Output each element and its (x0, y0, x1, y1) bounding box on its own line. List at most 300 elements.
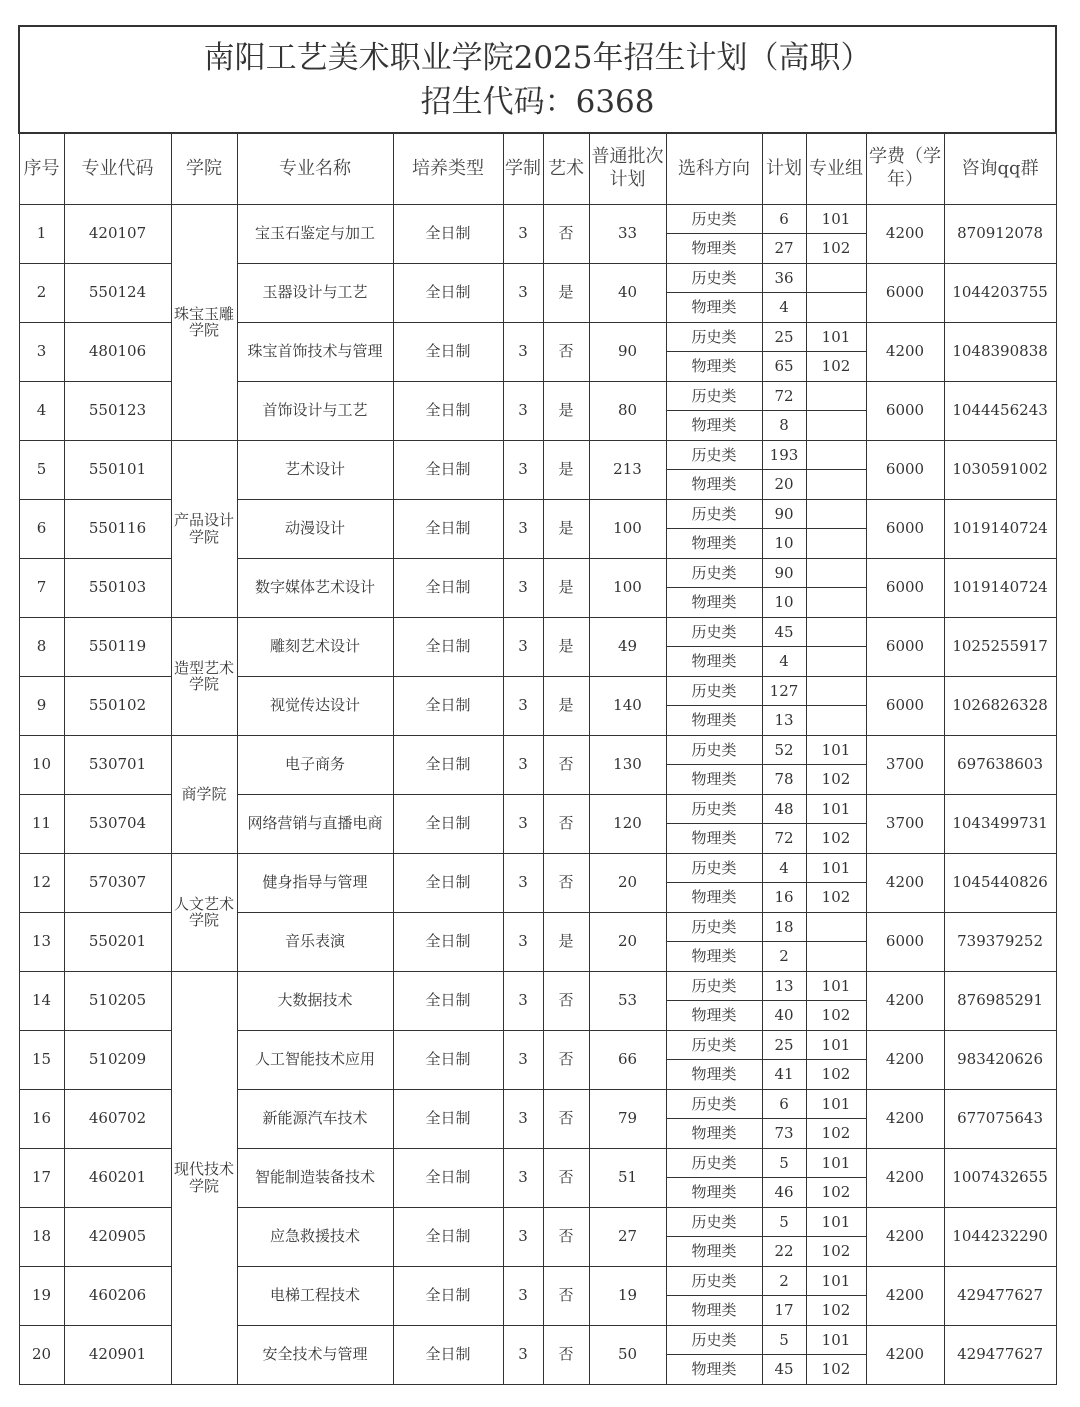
group-history (806, 558, 866, 588)
tuition-fee: 6000 (866, 381, 944, 440)
major-name: 音乐表演 (237, 912, 393, 971)
training-type: 全日制 (393, 263, 503, 322)
subject-physics: 物理类 (666, 1060, 762, 1090)
training-type: 全日制 (393, 322, 503, 381)
group-physics: 102 (806, 824, 866, 854)
art-flag: 否 (543, 204, 589, 263)
study-years: 3 (503, 322, 543, 381)
qq-group: 983420626 (944, 1030, 1056, 1089)
major-name: 雕刻艺术设计 (237, 617, 393, 676)
batch-plan: 20 (589, 912, 666, 971)
tuition-fee: 4200 (866, 1089, 944, 1148)
major-code: 550102 (64, 676, 171, 735)
subject-physics: 物理类 (666, 1237, 762, 1267)
study-years: 3 (503, 440, 543, 499)
major-name: 健身指导与管理 (237, 853, 393, 912)
batch-plan: 79 (589, 1089, 666, 1148)
college-name: 珠宝玉雕学院 (171, 204, 237, 440)
group-history (806, 912, 866, 942)
header-row (19, 133, 1056, 204)
tuition-fee: 4200 (866, 322, 944, 381)
qq-group: 1045440826 (944, 853, 1056, 912)
header-group: 专业组 (806, 133, 866, 204)
qq-group: 697638603 (944, 735, 1056, 794)
study-years: 3 (503, 263, 543, 322)
major-code: 460702 (64, 1089, 171, 1148)
batch-plan: 19 (589, 1266, 666, 1325)
row-seq: 12 (19, 853, 64, 912)
subject-history: 历史类 (666, 1207, 762, 1237)
group-physics (806, 411, 866, 441)
plan-history: 36 (762, 263, 806, 293)
college-name: 造型艺术学院 (171, 617, 237, 735)
batch-plan: 120 (589, 794, 666, 853)
group-physics (806, 706, 866, 736)
row-seq: 1 (19, 204, 64, 263)
qq-group: 1048390838 (944, 322, 1056, 381)
training-type: 全日制 (393, 912, 503, 971)
training-type: 全日制 (393, 1089, 503, 1148)
header-college: 学院 (171, 133, 237, 204)
row-seq: 11 (19, 794, 64, 853)
plan-history: 90 (762, 558, 806, 588)
plan-physics: 17 (762, 1296, 806, 1326)
document-title (19, 26, 1056, 133)
row-seq: 14 (19, 971, 64, 1030)
table-row (19, 440, 1056, 470)
major-code: 530704 (64, 794, 171, 853)
training-type: 全日制 (393, 440, 503, 499)
plan-history: 25 (762, 322, 806, 352)
group-physics: 102 (806, 1060, 866, 1090)
training-type: 全日制 (393, 499, 503, 558)
plan-physics: 10 (762, 529, 806, 559)
art-flag: 是 (543, 676, 589, 735)
group-history: 101 (806, 735, 866, 765)
batch-plan: 100 (589, 499, 666, 558)
tuition-fee: 4200 (866, 1030, 944, 1089)
qq-group: 1044232290 (944, 1207, 1056, 1266)
study-years: 3 (503, 1207, 543, 1266)
major-code: 530701 (64, 735, 171, 794)
plan-history: 193 (762, 440, 806, 470)
art-flag: 否 (543, 1089, 589, 1148)
major-name: 网络营销与直播电商 (237, 794, 393, 853)
major-name: 人工智能技术应用 (237, 1030, 393, 1089)
major-name: 大数据技术 (237, 971, 393, 1030)
major-code: 550201 (64, 912, 171, 971)
major-name: 安全技术与管理 (237, 1325, 393, 1384)
subject-history: 历史类 (666, 204, 762, 234)
row-seq: 2 (19, 263, 64, 322)
training-type: 全日制 (393, 1148, 503, 1207)
qq-group: 1026826328 (944, 676, 1056, 735)
study-years: 3 (503, 853, 543, 912)
row-seq: 9 (19, 676, 64, 735)
group-physics: 102 (806, 1355, 866, 1385)
training-type: 全日制 (393, 1266, 503, 1325)
tuition-fee: 6000 (866, 263, 944, 322)
group-history: 101 (806, 1148, 866, 1178)
plan-history: 13 (762, 971, 806, 1001)
row-seq: 6 (19, 499, 64, 558)
training-type: 全日制 (393, 676, 503, 735)
plan-physics: 4 (762, 647, 806, 677)
row-seq: 8 (19, 617, 64, 676)
header-major: 专业名称 (237, 133, 393, 204)
batch-plan: 27 (589, 1207, 666, 1266)
tuition-fee: 4200 (866, 853, 944, 912)
major-name: 视觉传达设计 (237, 676, 393, 735)
plan-history: 5 (762, 1325, 806, 1355)
batch-plan: 100 (589, 558, 666, 617)
row-seq: 16 (19, 1089, 64, 1148)
subject-physics: 物理类 (666, 647, 762, 677)
group-history: 101 (806, 971, 866, 1001)
group-physics: 102 (806, 234, 866, 264)
study-years: 3 (503, 381, 543, 440)
group-physics (806, 529, 866, 559)
subject-physics: 物理类 (666, 588, 762, 618)
group-physics: 102 (806, 352, 866, 382)
header-plan: 普通批次计划 (589, 133, 666, 204)
study-years: 3 (503, 735, 543, 794)
major-code: 420905 (64, 1207, 171, 1266)
group-history (806, 676, 866, 706)
group-physics: 102 (806, 1178, 866, 1208)
plan-physics: 13 (762, 706, 806, 736)
row-seq: 3 (19, 322, 64, 381)
subject-physics: 物理类 (666, 352, 762, 382)
header-fee: 学费（学年） (866, 133, 944, 204)
group-history: 101 (806, 1325, 866, 1355)
batch-plan: 66 (589, 1030, 666, 1089)
subject-physics: 物理类 (666, 293, 762, 323)
training-type: 全日制 (393, 558, 503, 617)
subject-history: 历史类 (666, 558, 762, 588)
subject-physics: 物理类 (666, 942, 762, 972)
subject-history: 历史类 (666, 971, 762, 1001)
batch-plan: 50 (589, 1325, 666, 1384)
group-history (806, 263, 866, 293)
batch-plan: 213 (589, 440, 666, 499)
batch-plan: 80 (589, 381, 666, 440)
row-seq: 18 (19, 1207, 64, 1266)
tuition-fee: 4200 (866, 1207, 944, 1266)
training-type: 全日制 (393, 1325, 503, 1384)
art-flag: 是 (543, 263, 589, 322)
study-years: 3 (503, 794, 543, 853)
plan-history: 5 (762, 1207, 806, 1237)
plan-physics: 40 (762, 1001, 806, 1031)
major-code: 480106 (64, 322, 171, 381)
major-code: 550103 (64, 558, 171, 617)
plan-history: 48 (762, 794, 806, 824)
table-row (19, 204, 1056, 234)
batch-plan: 49 (589, 617, 666, 676)
plan-history: 5 (762, 1148, 806, 1178)
major-name: 电梯工程技术 (237, 1266, 393, 1325)
tuition-fee: 6000 (866, 912, 944, 971)
subject-physics: 物理类 (666, 411, 762, 441)
plan-physics: 65 (762, 352, 806, 382)
major-name: 动漫设计 (237, 499, 393, 558)
major-name: 智能制造装备技术 (237, 1148, 393, 1207)
art-flag: 否 (543, 322, 589, 381)
study-years: 3 (503, 1325, 543, 1384)
art-flag: 否 (543, 971, 589, 1030)
art-flag: 是 (543, 499, 589, 558)
tuition-fee: 4200 (866, 1325, 944, 1384)
subject-history: 历史类 (666, 794, 762, 824)
subject-history: 历史类 (666, 499, 762, 529)
plan-history: 4 (762, 853, 806, 883)
study-years: 3 (503, 971, 543, 1030)
plan-physics: 10 (762, 588, 806, 618)
table-row (19, 735, 1056, 765)
group-history: 101 (806, 1089, 866, 1119)
major-code: 510209 (64, 1030, 171, 1089)
subject-history: 历史类 (666, 676, 762, 706)
plan-physics: 2 (762, 942, 806, 972)
tuition-fee: 3700 (866, 735, 944, 794)
subject-history: 历史类 (666, 440, 762, 470)
batch-plan: 130 (589, 735, 666, 794)
qq-group: 1044203755 (944, 263, 1056, 322)
plan-physics: 16 (762, 883, 806, 913)
study-years: 3 (503, 617, 543, 676)
training-type: 全日制 (393, 617, 503, 676)
group-history (806, 381, 866, 411)
subject-history: 历史类 (666, 381, 762, 411)
group-history (806, 617, 866, 647)
plan-physics: 27 (762, 234, 806, 264)
qq-group: 739379252 (944, 912, 1056, 971)
header-seq: 序号 (19, 133, 64, 204)
plan-physics: 8 (762, 411, 806, 441)
group-physics (806, 588, 866, 618)
major-code: 510205 (64, 971, 171, 1030)
batch-plan: 20 (589, 853, 666, 912)
major-name: 数字媒体艺术设计 (237, 558, 393, 617)
major-code: 550124 (64, 263, 171, 322)
subject-physics: 物理类 (666, 1001, 762, 1031)
row-seq: 5 (19, 440, 64, 499)
plan-physics: 4 (762, 293, 806, 323)
major-name: 应急救援技术 (237, 1207, 393, 1266)
row-seq: 10 (19, 735, 64, 794)
subject-history: 历史类 (666, 322, 762, 352)
major-name: 玉器设计与工艺 (237, 263, 393, 322)
row-seq: 20 (19, 1325, 64, 1384)
subject-physics: 物理类 (666, 470, 762, 500)
qq-group: 1030591002 (944, 440, 1056, 499)
subject-history: 历史类 (666, 617, 762, 647)
training-type: 全日制 (393, 1207, 503, 1266)
qq-group: 677075643 (944, 1089, 1056, 1148)
plan-physics: 45 (762, 1355, 806, 1385)
tuition-fee: 4200 (866, 971, 944, 1030)
group-physics: 102 (806, 765, 866, 795)
tuition-fee: 4200 (866, 204, 944, 263)
qq-group: 1043499731 (944, 794, 1056, 853)
batch-plan: 33 (589, 204, 666, 263)
major-code: 420901 (64, 1325, 171, 1384)
subject-history: 历史类 (666, 1030, 762, 1060)
tuition-fee: 6000 (866, 617, 944, 676)
training-type: 全日制 (393, 1030, 503, 1089)
art-flag: 是 (543, 912, 589, 971)
major-name: 新能源汽车技术 (237, 1089, 393, 1148)
table-row (19, 971, 1056, 1001)
art-flag: 是 (543, 381, 589, 440)
group-history: 101 (806, 204, 866, 234)
training-type: 全日制 (393, 971, 503, 1030)
study-years: 3 (503, 1030, 543, 1089)
art-flag: 否 (543, 1325, 589, 1384)
group-physics: 102 (806, 883, 866, 913)
subject-physics: 物理类 (666, 1178, 762, 1208)
plan-physics: 41 (762, 1060, 806, 1090)
group-physics (806, 942, 866, 972)
subject-physics: 物理类 (666, 1355, 762, 1385)
art-flag: 否 (543, 1266, 589, 1325)
study-years: 3 (503, 1148, 543, 1207)
plan-history: 25 (762, 1030, 806, 1060)
plan-physics: 20 (762, 470, 806, 500)
group-history: 101 (806, 794, 866, 824)
plan-physics: 73 (762, 1119, 806, 1149)
qq-group: 429477627 (944, 1266, 1056, 1325)
qq-group: 1007432655 (944, 1148, 1056, 1207)
plan-history: 18 (762, 912, 806, 942)
subject-history: 历史类 (666, 263, 762, 293)
subject-physics: 物理类 (666, 883, 762, 913)
tuition-fee: 4200 (866, 1266, 944, 1325)
header-years: 学制 (503, 133, 543, 204)
group-physics: 102 (806, 1296, 866, 1326)
college-name: 现代技术学院 (171, 971, 237, 1384)
qq-group: 1019140724 (944, 558, 1056, 617)
plan-history: 90 (762, 499, 806, 529)
group-history (806, 440, 866, 470)
subject-history: 历史类 (666, 1089, 762, 1119)
subject-history: 历史类 (666, 735, 762, 765)
qq-group: 1044456243 (944, 381, 1056, 440)
table-row (19, 853, 1056, 883)
training-type: 全日制 (393, 853, 503, 912)
plan-history: 127 (762, 676, 806, 706)
group-history: 101 (806, 322, 866, 352)
subject-physics: 物理类 (666, 1119, 762, 1149)
plan-history: 6 (762, 204, 806, 234)
subject-physics: 物理类 (666, 765, 762, 795)
subject-history: 历史类 (666, 1325, 762, 1355)
group-physics (806, 293, 866, 323)
plan-history: 2 (762, 1266, 806, 1296)
enrollment-table (18, 25, 1057, 1385)
college-name: 商学院 (171, 735, 237, 853)
art-flag: 否 (543, 1148, 589, 1207)
title-line-1: 南阳工艺美术职业学院2025年招生计划（高职） (203, 39, 872, 76)
header-training: 培养类型 (393, 133, 503, 204)
header-qq: 咨询qq群 (944, 133, 1056, 204)
training-type: 全日制 (393, 381, 503, 440)
subject-physics: 物理类 (666, 529, 762, 559)
subject-history: 历史类 (666, 1148, 762, 1178)
art-flag: 是 (543, 440, 589, 499)
tuition-fee: 3700 (866, 794, 944, 853)
batch-plan: 90 (589, 322, 666, 381)
art-flag: 是 (543, 558, 589, 617)
major-name: 电子商务 (237, 735, 393, 794)
major-code: 550123 (64, 381, 171, 440)
plan-physics: 72 (762, 824, 806, 854)
tuition-fee: 4200 (866, 1148, 944, 1207)
art-flag: 否 (543, 853, 589, 912)
subject-physics: 物理类 (666, 824, 762, 854)
row-seq: 13 (19, 912, 64, 971)
header-art: 艺术 (543, 133, 589, 204)
group-history: 101 (806, 1207, 866, 1237)
qq-group: 870912078 (944, 204, 1056, 263)
row-seq: 17 (19, 1148, 64, 1207)
major-name: 宝玉石鉴定与加工 (237, 204, 393, 263)
plan-history: 52 (762, 735, 806, 765)
art-flag: 是 (543, 617, 589, 676)
group-physics (806, 470, 866, 500)
row-seq: 19 (19, 1266, 64, 1325)
plan-physics: 46 (762, 1178, 806, 1208)
title-line-2: 招生代码：6368 (420, 83, 655, 120)
study-years: 3 (503, 912, 543, 971)
group-physics: 102 (806, 1237, 866, 1267)
subject-history: 历史类 (666, 853, 762, 883)
qq-group: 429477627 (944, 1325, 1056, 1384)
major-code: 570307 (64, 853, 171, 912)
group-physics (806, 647, 866, 677)
group-history (806, 499, 866, 529)
tuition-fee: 6000 (866, 499, 944, 558)
plan-history: 6 (762, 1089, 806, 1119)
subject-physics: 物理类 (666, 234, 762, 264)
major-code: 550116 (64, 499, 171, 558)
batch-plan: 53 (589, 971, 666, 1030)
major-name: 珠宝首饰技术与管理 (237, 322, 393, 381)
tuition-fee: 6000 (866, 440, 944, 499)
study-years: 3 (503, 558, 543, 617)
qq-group: 1019140724 (944, 499, 1056, 558)
art-flag: 否 (543, 1030, 589, 1089)
qq-group: 876985291 (944, 971, 1056, 1030)
plan-history: 72 (762, 381, 806, 411)
major-code: 460201 (64, 1148, 171, 1207)
group-history: 101 (806, 1030, 866, 1060)
study-years: 3 (503, 1089, 543, 1148)
study-years: 3 (503, 676, 543, 735)
subject-physics: 物理类 (666, 1296, 762, 1326)
header-code: 专业代码 (64, 133, 171, 204)
subject-physics: 物理类 (666, 706, 762, 736)
major-code: 420107 (64, 204, 171, 263)
plan-history: 45 (762, 617, 806, 647)
subject-history: 历史类 (666, 912, 762, 942)
qq-group: 1025255917 (944, 617, 1056, 676)
college-name: 人文艺术学院 (171, 853, 237, 971)
training-type: 全日制 (393, 794, 503, 853)
study-years: 3 (503, 499, 543, 558)
art-flag: 否 (543, 735, 589, 794)
